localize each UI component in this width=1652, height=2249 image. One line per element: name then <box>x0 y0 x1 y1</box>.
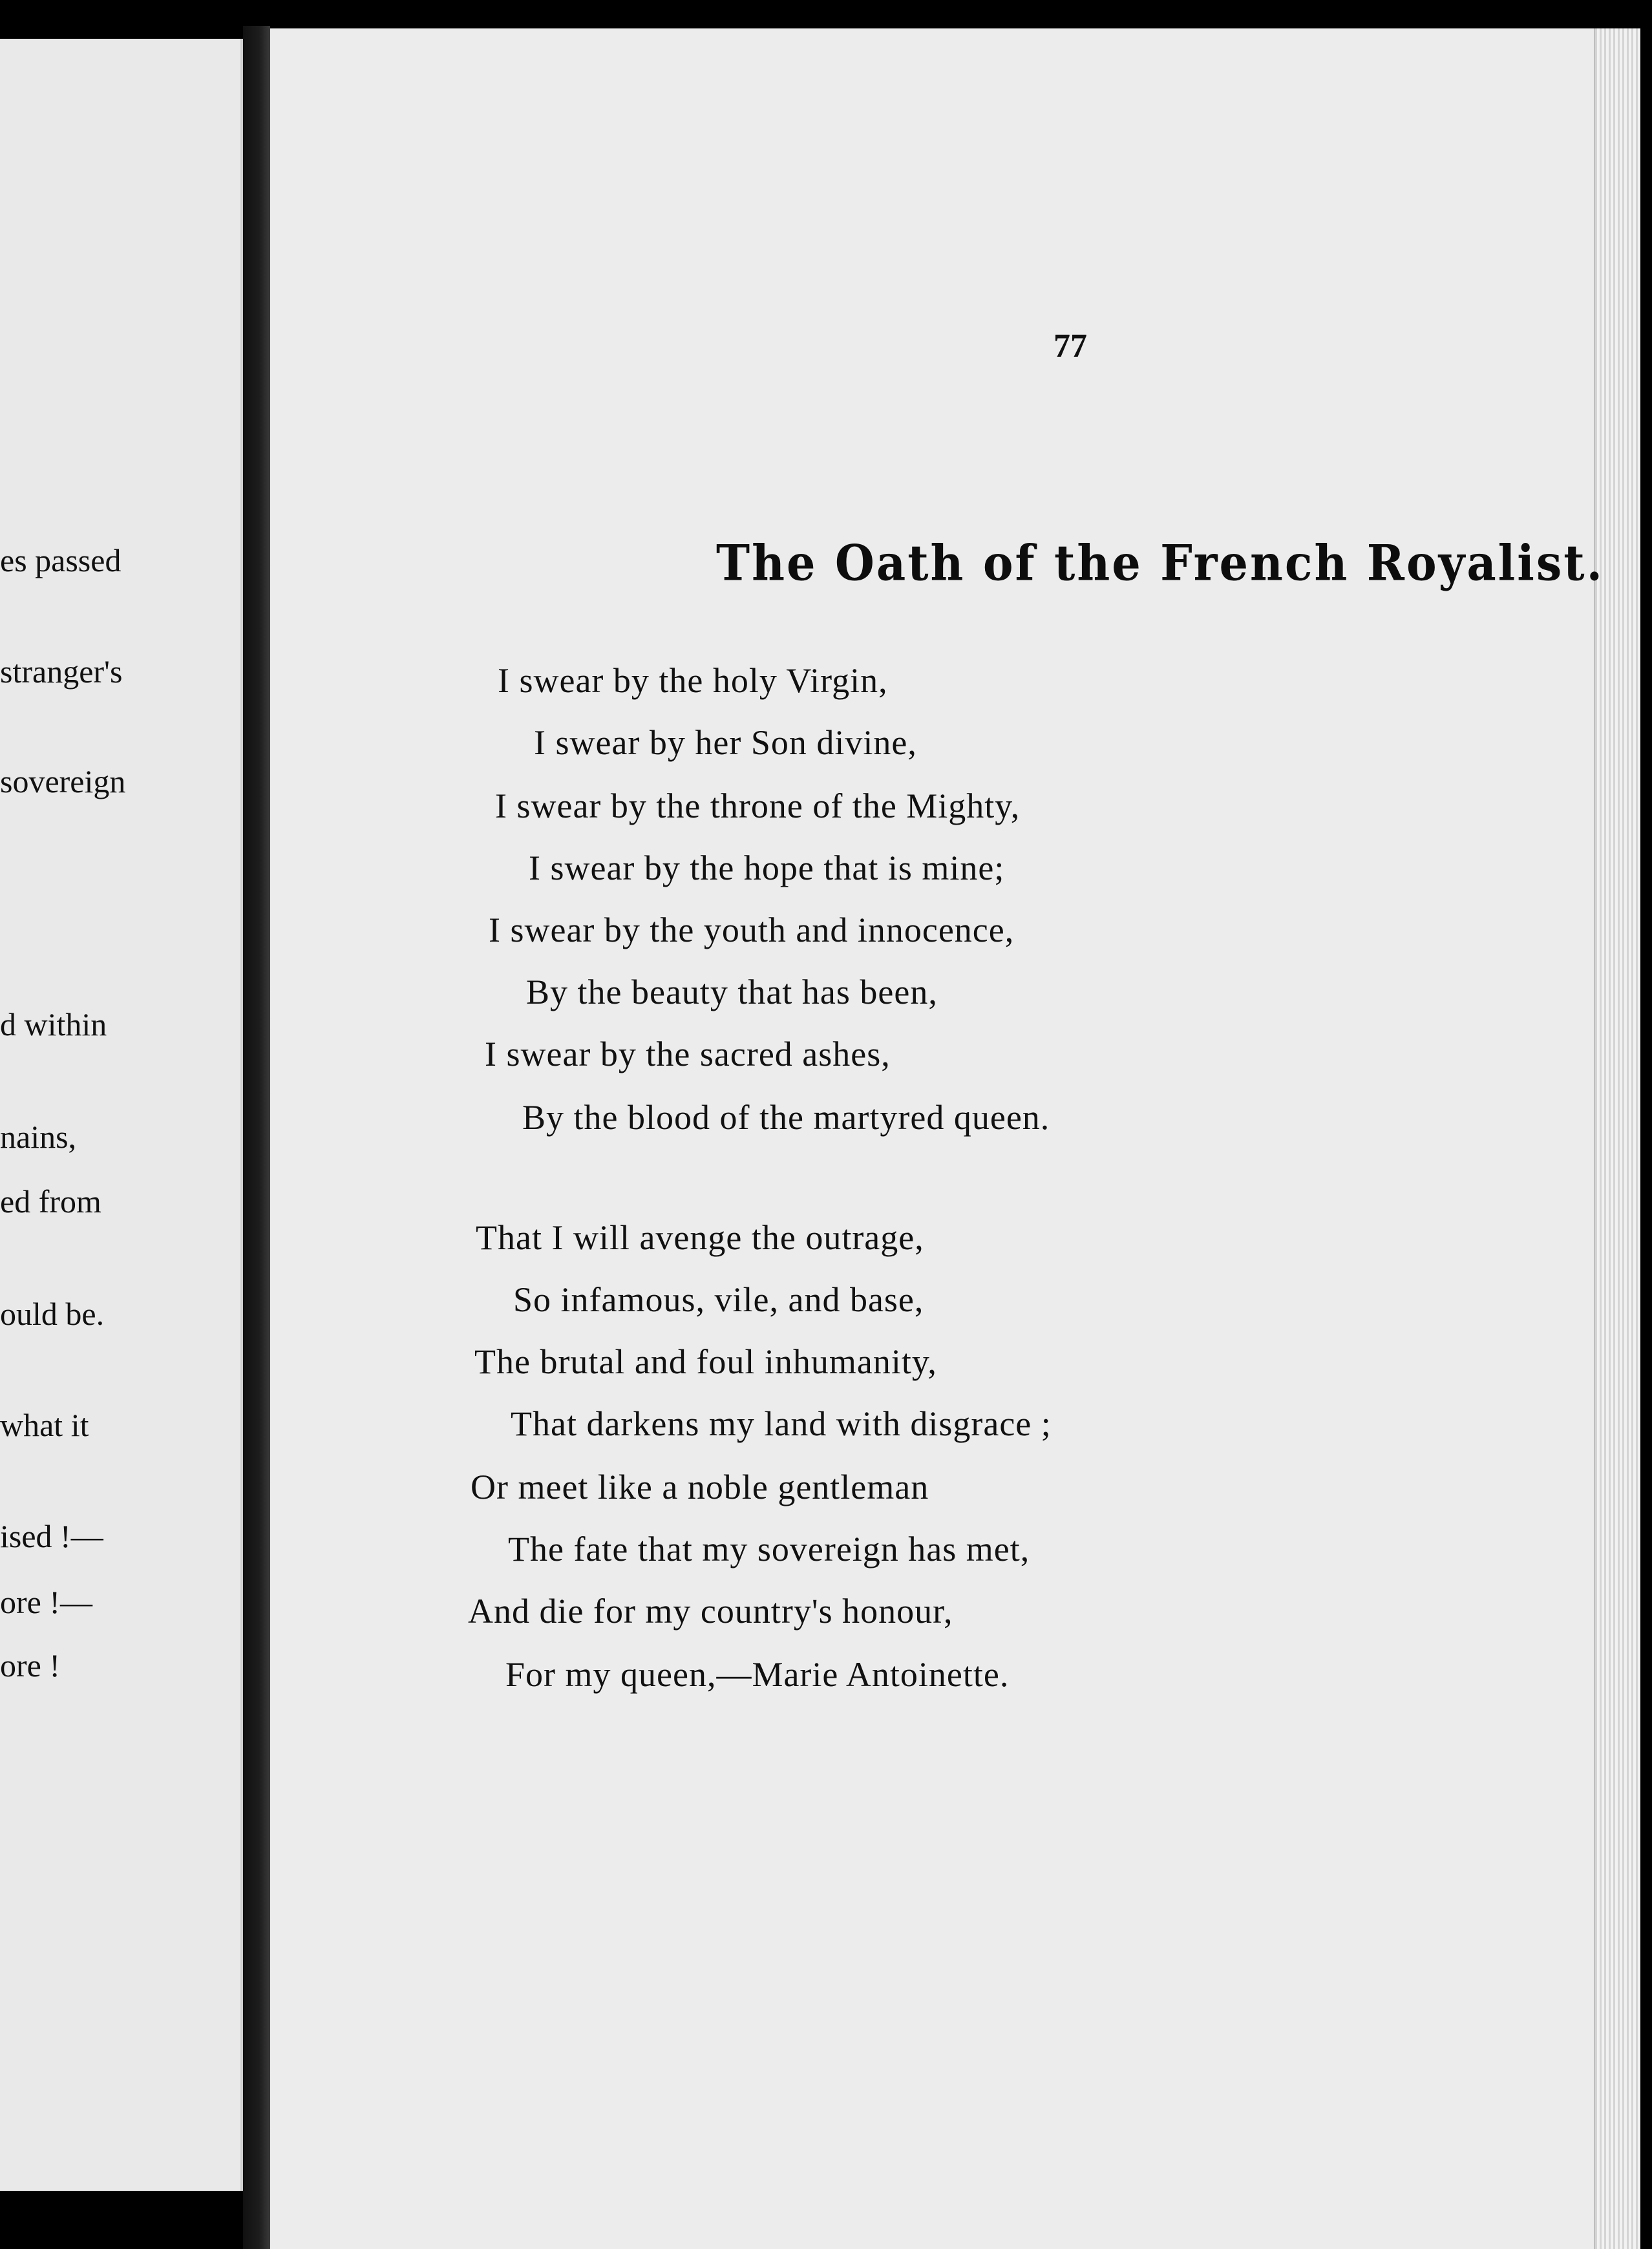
poem-line: By the blood of the martyred queen. <box>522 1098 1050 1137</box>
poem-line: So infamous, vile, and base, <box>513 1280 924 1319</box>
page-edges <box>1594 28 1640 2249</box>
poem-line: That I will avenge the outrage, <box>476 1218 924 1257</box>
poem-line: And die for my country's honour, <box>468 1592 953 1631</box>
poem-line: I swear by the holy Virgin, <box>498 661 888 700</box>
poem-line: The fate that my sovereign has met, <box>508 1530 1030 1568</box>
book-gutter <box>243 26 270 2249</box>
poem-line: By the beauty that has been, <box>526 973 938 1011</box>
poem-line: I swear by the sacred ashes, <box>485 1035 891 1073</box>
right-page <box>270 28 1640 2249</box>
poem-line: Or meet like a noble gentleman <box>471 1468 929 1506</box>
poem-line: The brutal and foul inhumanity, <box>474 1342 937 1381</box>
page-number: 77 <box>1054 328 1087 364</box>
poem-line: I swear by her Son divine, <box>534 723 917 762</box>
poem-line: I swear by the hope that is mine; <box>529 849 1005 887</box>
poem-line: For my queen,—Marie Antoinette. <box>505 1655 1010 1694</box>
poem-line: That darkens my land with disgrace ; <box>511 1404 1052 1443</box>
poem-line: I swear by the throne of the Mighty, <box>495 787 1021 825</box>
left-facing-page: es passed stranger's sovereign d within nains, ed from ould be. what it ised !— ore !— ore ! <box>0 39 243 2191</box>
poem-line: I swear by the youth and innocence, <box>489 911 1015 949</box>
poem-title: The Oath of the French Royalist. <box>716 534 1604 592</box>
